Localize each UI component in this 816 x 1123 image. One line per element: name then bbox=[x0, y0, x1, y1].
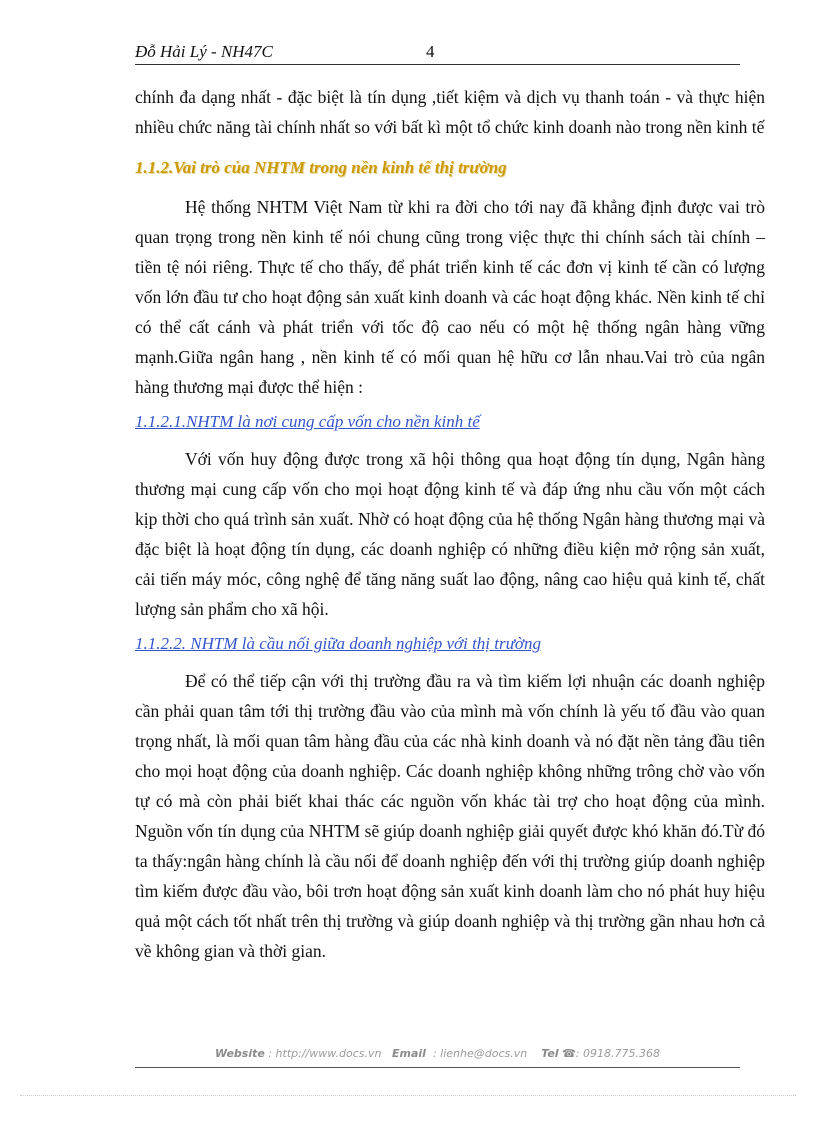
paragraph-role-intro: Hệ thống NHTM Việt Nam từ khi ra đời cho tới nay đã khẳng định được vai trò quan trọng trong nền kinh tế nói chung cũng trong việc thực thi chính sách tài chính – tiền tệ nói riêng. Thực tế cho thấy, để phát triển kinh tế các đơn vị kinh tế cần có lượng vốn lớn đầu tư cho hoạt động sản xuất kinh doanh và các hoạt động khác. Nền kinh tế chỉ có thể cất cánh và phát triển với tốc độ cao nếu có một hệ thống ngân hàng vững mạnh.Giữa ngân hang , nền kinh tế có mối quan hệ hữu cơ lẫn nhau.Vai trò của ngân hàng thương mại được thể hiện : bbox=[135, 197, 765, 397]
page-bottom-border bbox=[20, 1095, 796, 1096]
footer-email[interactable]: : lienhe@docs.vn bbox=[432, 1047, 528, 1060]
footer-tel-label: Tel bbox=[541, 1047, 559, 1060]
subsection-link-1-1-2-2[interactable]: 1.1.2.2. NHTM là cầu nối giữa doanh nghiệp với thị trường bbox=[135, 634, 541, 653]
footer-website-label: Website bbox=[215, 1047, 265, 1060]
page-number: 4 bbox=[426, 42, 435, 61]
footer-tel: : 0918.775.368 bbox=[575, 1047, 660, 1060]
page-footer bbox=[135, 1045, 740, 1068]
paragraph-capital-supply: Với vốn huy động được trong xã hội thông qua hoạt động tín dụng, Ngân hàng thương mại cung cấp vốn cho mọi hoạt động kinh tế và đáp ứng nhu cầu vốn một cách kịp thời cho quá trình sản xuất. Nhờ có hoạt động của hệ thống Ngân hàng thương mại và đặc biệt là hoạt động tín dụng, các doanh nghiệp có những điều kiện mở rộng sản xuất, cải tiến máy móc, công nghệ để tăng năng suất lao động, nâng cao hiệu quả kinh tế, chất lượng sản phẩm cho xã hội. bbox=[135, 449, 765, 619]
footer-website[interactable]: : http://www.docs.vn bbox=[268, 1047, 382, 1060]
header-author: Đỗ Hải Lý - NH47C bbox=[135, 42, 273, 61]
section-heading-1-1-2: 1.1.2.Vai trò của NHTM trong nền kinh tế thị trường bbox=[135, 158, 507, 177]
subsection-link-1-1-2-1[interactable]: 1.1.2.1.NHTM là nơi cung cấp vốn cho nền kinh tế bbox=[135, 412, 480, 431]
page-header bbox=[135, 40, 740, 65]
paragraph-bridge-role: Để có thể tiếp cận với thị trường đầu ra và tìm kiếm lợi nhuận các doanh nghiệp cần phải quan tâm tới thị trường đầu vào của mình mà vốn chính là yếu tố đầu vào quan trọng nhất, là mối quan tâm hàng đầu của các nhà kinh doanh và nó đặt nền tảng đầu tiên cho mọi hoạt động của doanh nghiệp. Các doanh nghiệp không những trông chờ vào vốn tự có mà còn phải biết khai thác các nguồn vốn khác tài trợ cho hoạt động của mình. Nguồn vốn tín dụng của NHTM sẽ giúp doanh nghiệp giải quyết được khó khăn đó.Từ đó ta thấy:ngân hàng chính là cầu nối để doanh nghiệp đến với thị trường giúp doanh nghiệp tìm kiếm được đầu vào, bôi trơn hoạt động sản xuất kinh doanh làm cho nó phát huy hiệu quả một cách tốt nhất trên thị trường và giúp doanh nghiệp và thị trường gần nhau hơn cả về không gian và thời gian. bbox=[135, 671, 765, 961]
paragraph-continuation: chính đa dạng nhất - đặc biệt là tín dụng ,tiết kiệm và dịch vụ thanh toán - và thực hiện nhiều chức năng tài chính nhất so với bất kì một tổ chức kinh doanh nào trong nền kinh tế bbox=[135, 87, 765, 137]
footer-email-label: Email bbox=[392, 1047, 426, 1060]
document-body bbox=[135, 82, 765, 966]
phone-icon: ☎ bbox=[562, 1047, 576, 1060]
